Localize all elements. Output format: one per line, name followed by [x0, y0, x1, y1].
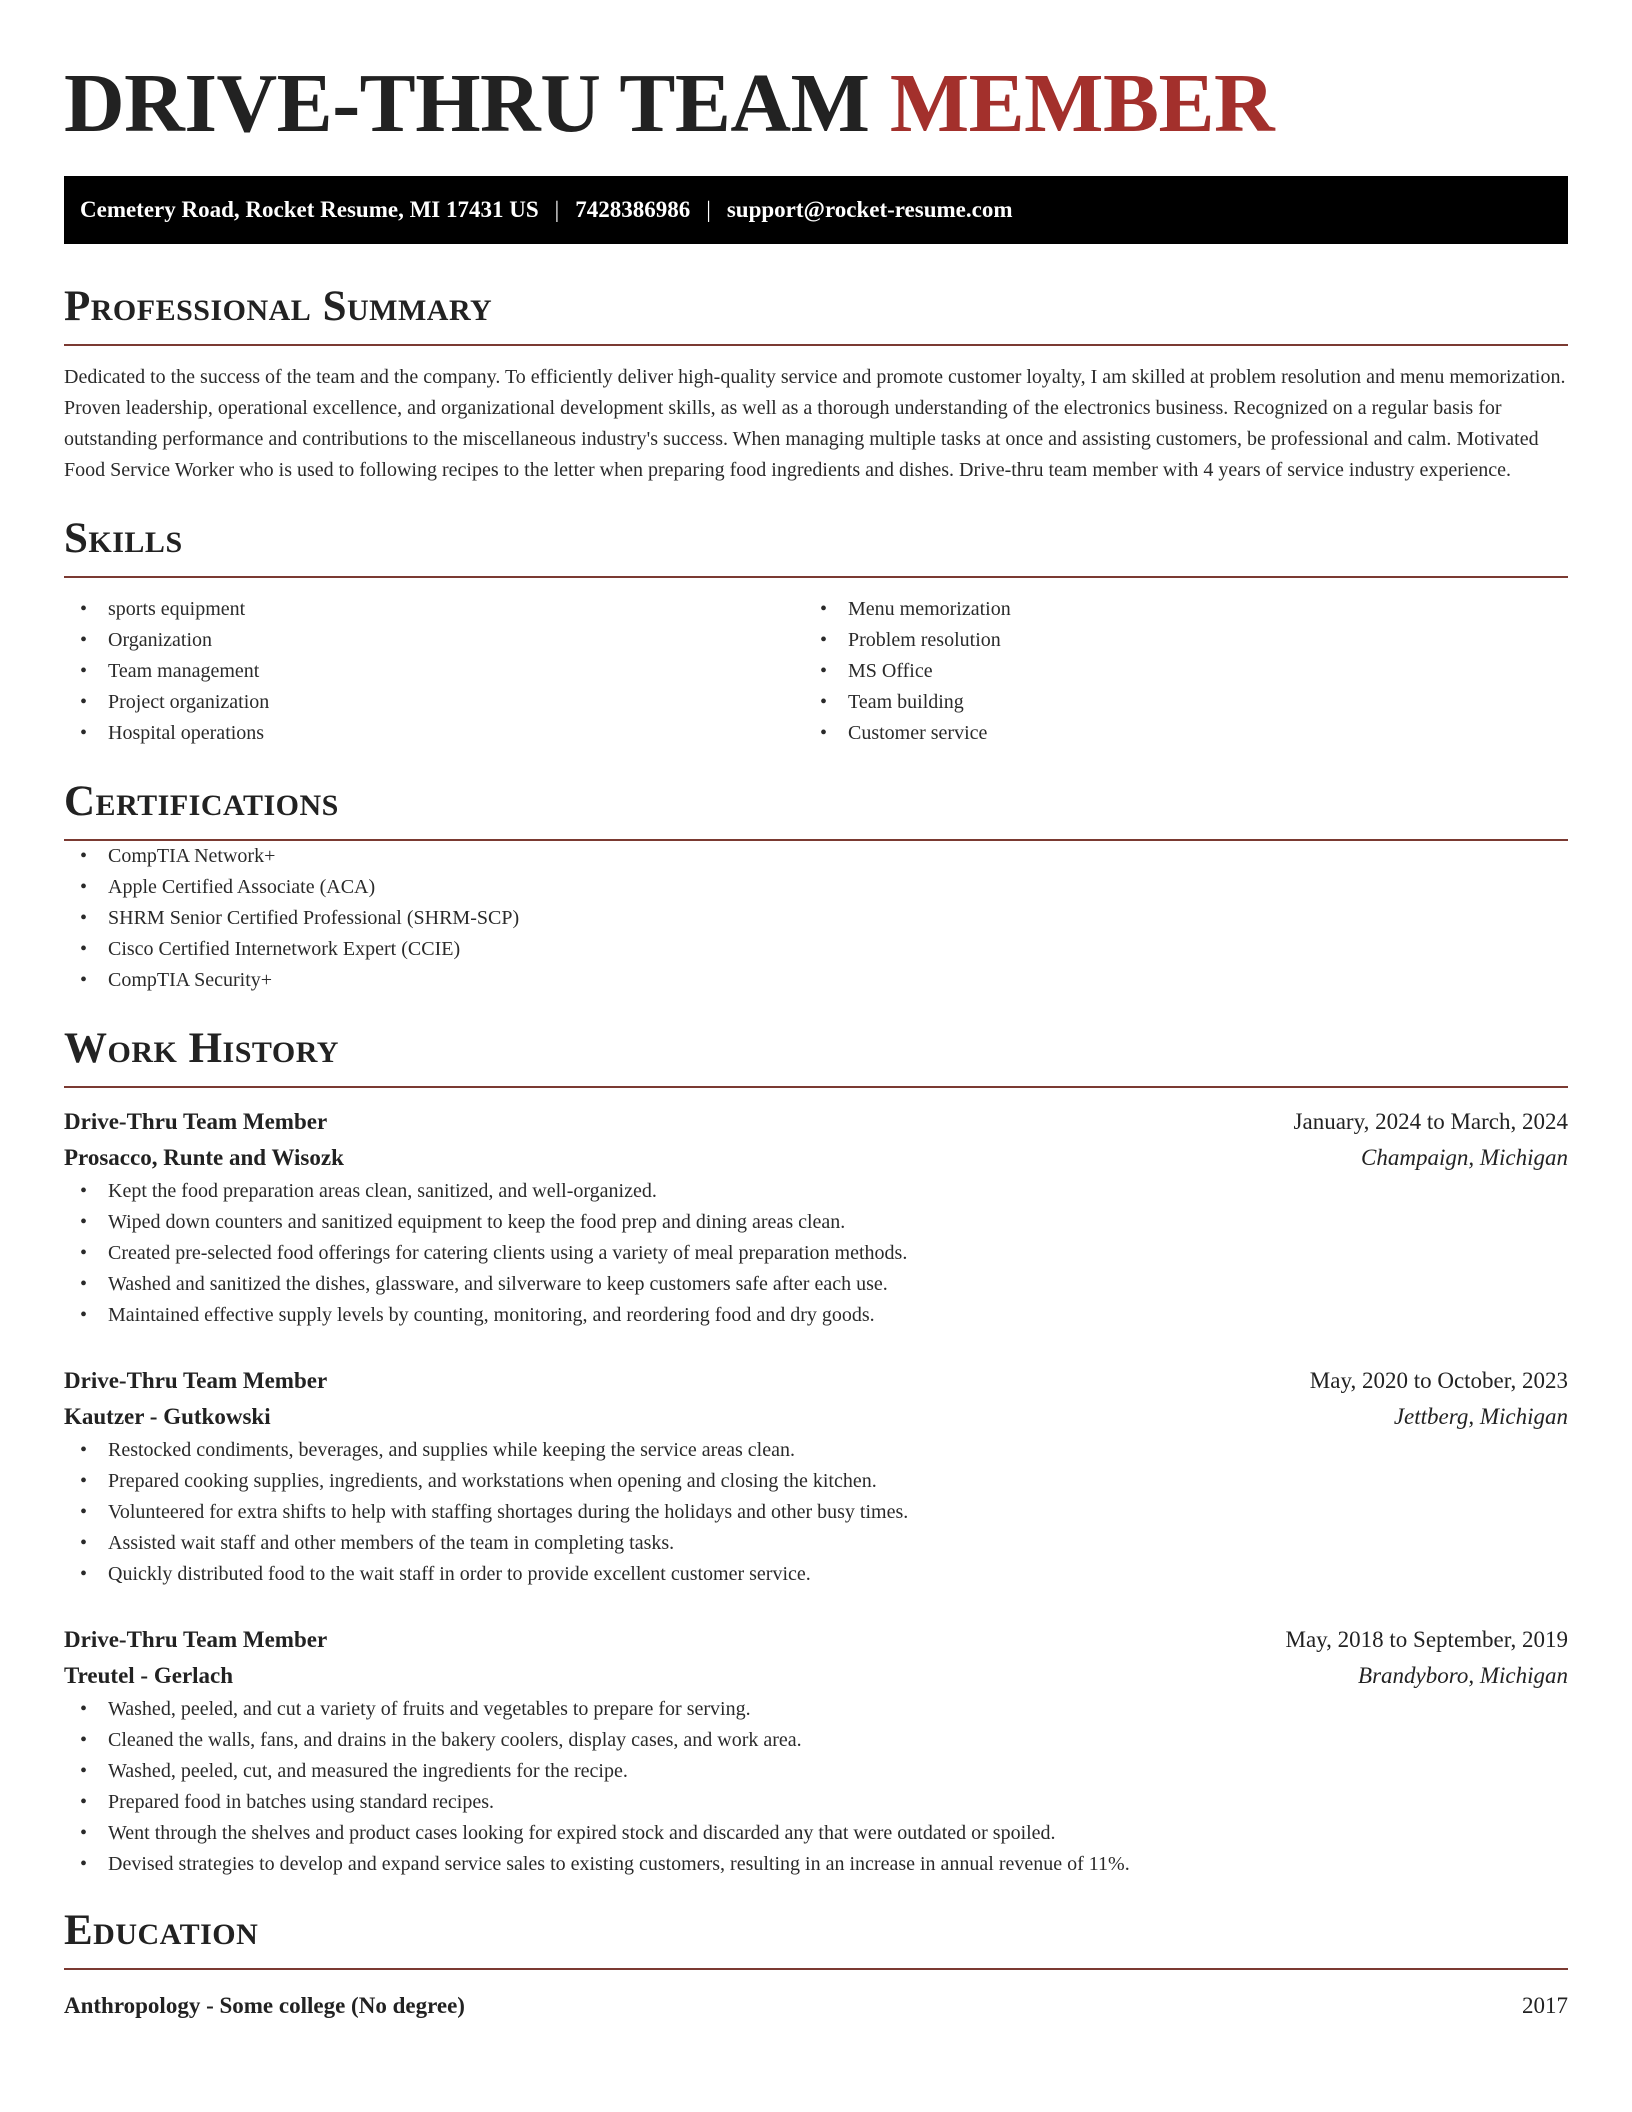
job-duties-list	[64, 1435, 1568, 1590]
job-subheader	[64, 1140, 1568, 1176]
resume-title	[64, 0, 1568, 152]
job-entry	[64, 1363, 1568, 1590]
job-duty-item: • Assisted wait staff and other members of the team in completing tasks.	[64, 1528, 1568, 1559]
skill-item: • Team building	[804, 687, 1544, 718]
certification-item: • CompTIA Security+	[64, 965, 1568, 996]
title-main: DRIVE-THRU TEAM	[64, 57, 870, 150]
job-duty-item: • Devised strategies to develop and expand service sales to existing customers, resulting in an increase in annual revenue of 11%.	[64, 1849, 1568, 1880]
certifications-section	[64, 777, 1568, 996]
contact-address: Cemetery Road, Rocket Resume, MI 17431 US	[80, 197, 539, 222]
job-title: Drive-Thru Team Member	[64, 1368, 328, 1393]
title-accent: MEMBER	[889, 57, 1275, 150]
skill-item: • Problem resolution	[804, 625, 1544, 656]
job-duties-list	[64, 1176, 1568, 1331]
job-location: Jettberg, Michigan	[1393, 1404, 1568, 1429]
work-history-section	[64, 1024, 1568, 1880]
job-entry	[64, 1622, 1568, 1880]
education-degree: Anthropology - Some college (No degree)	[64, 1993, 465, 2018]
education-section	[64, 1906, 1568, 2024]
skill-item: • Team management	[64, 656, 804, 687]
skill-item: • Customer service	[804, 718, 1544, 749]
skills-grid	[64, 594, 1568, 749]
job-header	[64, 1363, 1568, 1399]
job-duty-item: • Went through the shelves and product cases looking for expired stock and discarded any that were outdated or spoiled.	[64, 1818, 1568, 1849]
skill-item: • Project organization	[64, 687, 804, 718]
certification-item: • SHRM Senior Certified Professional (SHRM-SCP)	[64, 903, 1568, 934]
certifications-list	[64, 841, 1568, 996]
job-duties-list	[64, 1694, 1568, 1880]
job-duty-item: • Washed, peeled, cut, and measured the ingredients for the recipe.	[64, 1756, 1568, 1787]
job-subheader	[64, 1658, 1568, 1694]
job-company: Kautzer - Gutkowski	[64, 1404, 271, 1429]
section-divider	[64, 576, 1568, 578]
contact-phone: 7428386986	[575, 197, 691, 222]
education-entry	[64, 1988, 1568, 2024]
job-duty-item: • Created pre-selected food offerings for catering clients using a variety of meal preparation methods.	[64, 1238, 1568, 1269]
contact-email[interactable]: support@rocket-resume.com	[726, 197, 1013, 222]
job-duty-item: • Prepared cooking supplies, ingredients, and workstations when opening and closing the kitchen.	[64, 1466, 1568, 1497]
work-history-heading: Work History	[64, 1025, 339, 1072]
education-heading: Education	[64, 1907, 259, 1954]
contact-bar	[64, 176, 1568, 244]
job-duty-item: • Washed, peeled, and cut a variety of fruits and vegetables to prepare for serving.	[64, 1694, 1568, 1725]
skill-item: • Hospital operations	[64, 718, 804, 749]
certification-item: • CompTIA Network+	[64, 841, 1568, 872]
job-dates: January, 2024 to March, 2024	[1293, 1109, 1568, 1134]
job-duty-item: • Cleaned the walls, fans, and drains in the bakery coolers, display cases, and work area.	[64, 1725, 1568, 1756]
job-header	[64, 1622, 1568, 1658]
contact-separator: |	[706, 197, 711, 222]
certification-item: • Cisco Certified Internetwork Expert (CCIE)	[64, 934, 1568, 965]
skill-item: • MS Office	[804, 656, 1544, 687]
skills-section	[64, 514, 1568, 749]
job-title: Drive-Thru Team Member	[64, 1627, 328, 1652]
skill-item: • Menu memorization	[804, 594, 1544, 625]
certifications-heading: Certifications	[64, 778, 339, 825]
job-location: Brandyboro, Michigan	[1358, 1663, 1568, 1688]
job-duty-item: • Kept the food preparation areas clean, sanitized, and well-organized.	[64, 1176, 1568, 1207]
section-divider	[64, 1086, 1568, 1088]
summary-heading: Professional Summary	[64, 283, 493, 330]
skill-item: • sports equipment	[64, 594, 804, 625]
job-duty-item: • Quickly distributed food to the wait staff in order to provide excellent customer service.	[64, 1559, 1568, 1590]
section-divider	[64, 344, 1568, 346]
job-dates: May, 2020 to October, 2023	[1309, 1368, 1568, 1393]
job-company: Treutel - Gerlach	[64, 1663, 234, 1688]
summary-section	[64, 282, 1568, 486]
job-title: Drive-Thru Team Member	[64, 1109, 328, 1134]
job-dates: May, 2018 to September, 2019	[1285, 1627, 1568, 1652]
skills-column-right	[804, 594, 1544, 749]
job-duty-item: • Restocked condiments, beverages, and supplies while keeping the service areas clean.	[64, 1435, 1568, 1466]
summary-text: Dedicated to the success of the team and the company. To efficiently deliver high-quality service and promote customer loyalty, I am skilled at problem resolution and menu memorization. Proven leadership, operational excellence, and organizational development skills, as well as a thorough understanding of the electronics business. Recognized on a regular basis for outstanding performance and contributions to the miscellaneous industry's success. When managing multiple tasks at once and assisting customers, be professional and calm. Motivated Food Service Worker who is used to following recipes to the letter when preparing food ingredients and dishes. Drive-thru team member with 4 years of service industry experience.	[64, 366, 1566, 481]
job-entry	[64, 1104, 1568, 1331]
section-divider	[64, 1968, 1568, 1970]
job-subheader	[64, 1399, 1568, 1435]
job-location: Champaign, Michigan	[1361, 1145, 1568, 1170]
job-header	[64, 1104, 1568, 1140]
job-duty-item: • Washed and sanitized the dishes, glassware, and silverware to keep customers safe after each use.	[64, 1269, 1568, 1300]
job-duty-item: • Maintained effective supply levels by counting, monitoring, and reordering food and dry goods.	[64, 1300, 1568, 1331]
skill-item: • Organization	[64, 625, 804, 656]
job-duty-item: • Volunteered for extra shifts to help with staffing shortages during the holidays and other busy times.	[64, 1497, 1568, 1528]
skills-heading: Skills	[64, 515, 183, 562]
certification-item: • Apple Certified Associate (ACA)	[64, 872, 1568, 903]
skills-column-left	[64, 594, 804, 749]
contact-separator: |	[554, 197, 560, 222]
education-year: 2017	[1522, 1993, 1568, 2018]
job-duty-item: • Prepared food in batches using standard recipes.	[64, 1787, 1568, 1818]
job-company: Prosacco, Runte and Wisozk	[64, 1145, 344, 1170]
job-duty-item: • Wiped down counters and sanitized equipment to keep the food prep and dining areas clean.	[64, 1207, 1568, 1238]
